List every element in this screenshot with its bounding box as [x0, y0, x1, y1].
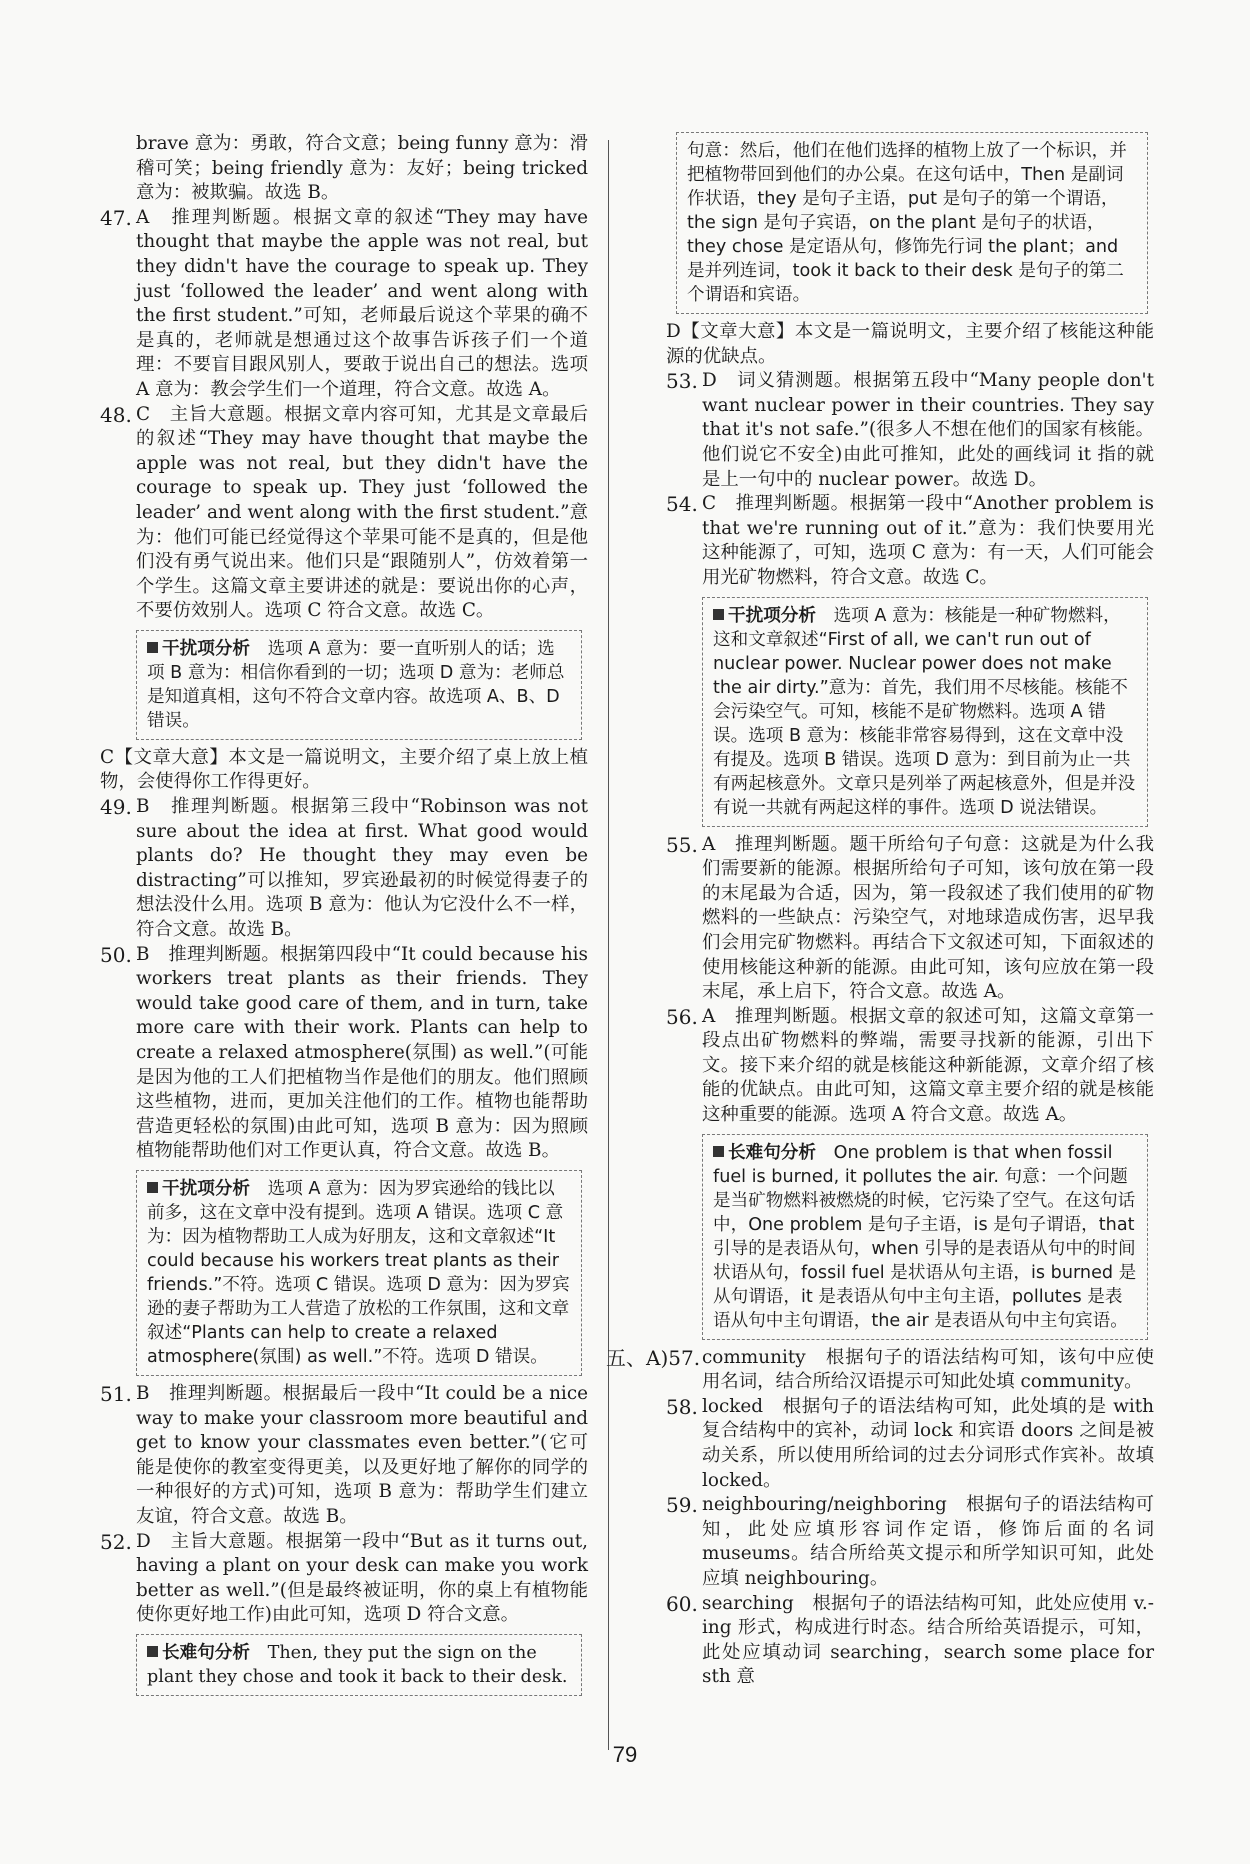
answer-number: 56.	[666, 1004, 698, 1029]
answer-text: locked 根据句子的语法结构可知，此处填的是 with 复合结构中的宾补，动词 lock 和宾语 doors 之间是被动关系，所以使用所给词的过去分词形式作宾补。故填 locked。	[702, 1395, 1154, 1491]
answer-text: A 推理判断题。题干所给句子句意：这就是为什么我们需要新的能源。根据所给句子可知，该句放在第一段的末尾最为合适，因为，第一段叙述了我们使用的矿物燃料的一些缺点：污染空气，对地球造成伤害，迟早我们会用完矿物燃料。再结合下文叙述可知，下面叙述的使用核能这种新的能源。由此可知，该句应放在第一段末尾，承上启下，符合文意。故选 A。	[702, 833, 1154, 1003]
answer-number: 58.	[666, 1394, 698, 1419]
box-tag: 干扰项分析	[728, 605, 816, 626]
answer-text: D 主旨大意题。根据第一段中“But as it turns out, having a plant on your desk can make you work better as well.”(但是最终被证明，你的桌上有植物能使你更好地工作)由此可知，选项 D 符合文意。	[136, 1530, 588, 1626]
square-icon	[713, 1146, 724, 1157]
answer-number: 49.	[100, 795, 132, 820]
answer-number: 51.	[100, 1381, 132, 1406]
answer-52	[100, 1530, 588, 1628]
box-text: One problem is that when fossil fuel is burned, it pollutes the air. 句意：一个问题是当矿物燃料被燃烧的时候，它污染了空气。在这句话中，One problem 是句子主语，is 是句子谓语，that 引导的是表语从句，when 引导的是表语从句中的时间状语从句，fossil fuel 是状语从句主语，is burned 是从句谓语，it 是表语从句中主句主语，pollutes 是表语从句中主句谓语，the air 是表语从句中主句宾语。	[713, 1142, 1137, 1331]
square-icon	[147, 642, 158, 653]
answer-text: B 推理判断题。根据第四段中“It could because his workers treat plants as their friends. They would take good care of them, and in turn, take more care with their work. Plants can help to create a relaxed atmosphere(氛围) as well.”(可能是因为他的工人们把植物当作是他们的朋友。他们照顾这些植物，进而，更加关注他们的工作。植物也能帮助营造更轻松的氛围)由此可知，选项 B 意为：因为照顾植物能帮助他们对工作更认真，符合文意。故选 B。	[136, 943, 588, 1162]
square-icon	[147, 1646, 158, 1657]
answer-59	[666, 1493, 1154, 1591]
analysis-box	[136, 1170, 582, 1376]
answer-text: community 根据句子的语法结构可知，该句中应使用名词，结合所给汉语提示可知此处填 community。	[702, 1346, 1154, 1393]
answer-text: D 词义猜测题。根据第五段中“Many people don't want nuclear power in their countries. They say that it's not safe.”(很多人不想在他们的国家有核能。他们说它不安全)由此可推知，此处的画线词 it 指的就是上一句中的 nuclear power。故选 D。	[702, 370, 1154, 490]
square-icon	[147, 1182, 158, 1193]
box-tag: 干扰项分析	[162, 1178, 250, 1199]
answer-text: B 推理判断题。根据最后一段中“It could be a nice way to make your classroom more beautiful and get to know your classmates even better.”(它可能是使你的教室变得更美，以及更好地了解你的同学的一种很好的方式)可知，选项 B 意为：帮助学生们建立友谊，符合文意。故选 B。	[136, 1382, 588, 1527]
answer-49	[100, 795, 588, 943]
sentence-meaning-box	[676, 132, 1148, 314]
analysis-box	[136, 630, 582, 740]
answer-number: 53.	[666, 369, 698, 394]
answer-number: 54.	[666, 492, 698, 517]
box-tag: 长难句分析	[728, 1142, 816, 1163]
answer-number: 57.	[668, 1345, 701, 1370]
answer-54	[666, 492, 1154, 590]
right-column	[606, 132, 1154, 1690]
answer-53	[666, 369, 1154, 492]
box-text: 句意：然后，他们在他们选择的植物上放了一个标识，并把植物带回到他们的办公桌。在这句话中，Then 是副词作状语，they 是句子主语，put 是句子的第一个谓语，the sign 是句子宾语，on the plant 是句子的状语，they chose 是定语从句，修饰先行词 the plant；and 是并列连词，took it back to their desk 是句子的第二个谓语和宾语。	[687, 141, 1127, 305]
answer-number: 52.	[100, 1529, 132, 1554]
answer-text: C 主旨大意题。根据文章内容可知，尤其是文章最后的叙述“They may have thought that maybe the apple was not real, but they didn't have the courage to speak up. They just ‘followed the leader’ and went along with the first student.”意为：他们可能已经觉得这个苹果可能不是真的，但是他们没有勇气说出来。他们只是“跟随别人”，仿效着第一个学生。这篇文章主要讲述的就是：要说出你的心声，不要仿效别人。选项 C 符合文意。故选 C。	[136, 403, 588, 622]
answer-number: 59.	[666, 1493, 698, 1518]
answer-50	[100, 943, 588, 1164]
intro-text: brave 意为：勇敢，符合文意；being funny 意为：滑稽可笑；being friendly 意为：友好；being tricked 意为：被欺骗。故选 B。	[136, 133, 588, 204]
answer-number: 50.	[100, 942, 132, 967]
answer-number: 47.	[100, 205, 132, 230]
left-column	[100, 132, 588, 1702]
answer-48	[100, 403, 588, 624]
answer-57	[606, 1345, 1154, 1395]
column-divider	[608, 140, 609, 1750]
answer-51	[100, 1382, 588, 1530]
box-tag: 长难句分析	[162, 1642, 250, 1663]
long-sentence-box	[136, 1634, 582, 1696]
page-number: 79	[612, 1742, 638, 1767]
answer-text: neighbouring/neighboring 根据句子的语法结构可知，此处应填形容词作定语，修饰后面的名词 museums。结合所给英文提示和所学知识可知，此处应填 neighbouring。	[702, 1494, 1154, 1589]
answer-number: 55.	[666, 832, 698, 857]
box-text: 选项 A 意为：要一直听别人的话；选项 B 意为：相信你看到的一切；选项 D 意为：老师总是知道真相，这句不符合文章内容。故选项 A、B、D 错误。	[147, 638, 565, 731]
answer-60	[666, 1592, 1154, 1690]
analysis-box	[702, 597, 1148, 827]
box-tag: 干扰项分析	[162, 638, 250, 659]
section-five-label: 五、A)	[606, 1345, 669, 1370]
answer-text: A 推理判断题。根据文章的叙述“They may have thought that maybe the apple was not real, but they didn't have the courage to speak up. They just ‘followed the leader’ and went along with the first student.”可知，老师最后说这个苹果的确不是真的，老师就是想通过这个故事告诉孩子们一个道理：不要盲目跟风别人，要敢于说出自己的想法。选项 A 意为：教会学生们一个道理，符合文意。故选 A。	[136, 206, 588, 400]
answer-56	[666, 1005, 1154, 1128]
answer-number: 60.	[666, 1591, 698, 1616]
passage-summary: D【文章大意】本文是一篇说明文，主要介绍了核能这种能源的优缺点。	[666, 321, 1154, 367]
section-label	[606, 1346, 700, 1371]
answer-text: A 推理判断题。根据文章的叙述可知，这篇文章第一段点出矿物燃料的弊端，需要寻找新的能源，引出下文。接下来介绍的就是核能这种新能源，文章介绍了核能的优缺点。由此可知，这篇文章主要介绍的就是核能这种重要的能源。选项 A 符合文意。故选 A。	[702, 1005, 1154, 1126]
box-text: 选项 A 意为：因为罗宾逊给的钱比以前多，这在文章中没有提到。选项 A 错误。选项 C 意为：因为植物帮助工人成为好朋友，这和文章叙述“It could because his workers treat plants as their friends.”不符。选项 C 错误。选项 D 意为：因为罗宾逊的妻子帮助为工人营造了放松的工作氛围，这和文章叙述“Plants can help to create a relaxed atmosphere(氛围) as well.”不符。选项 D 错误。	[147, 1178, 570, 1367]
answer-number: 48.	[100, 402, 132, 427]
passage-summary: C【文章大意】本文是一篇说明文，主要介绍了桌上放上植物，会使得你工作得更好。	[100, 746, 588, 793]
long-sentence-box	[702, 1134, 1148, 1340]
box-text: 选项 A 意为：核能是一种矿物燃料，这和文章叙述“First of all, we can't run out of nuclear power. Nuclear power does not make the air dirty.”意为：首先，我们用不尽核能。核能不会污染空气。可知，核能不是矿物燃料。选项 A 错误。选项 B 意为：核能非常容易得到，这在文章中没有提及。选项 B 错误。选项 D 意为：到目前为止一共有两起核意外。文章只是列举了两起核意外，但是并没有说一共就有两起这样的事件。选项 D 说法错误。	[713, 605, 1136, 818]
answer-47	[100, 206, 588, 403]
box-text: Then, they put the sign on the plant they chose and took it back to their desk.	[147, 1642, 568, 1687]
answer-58	[666, 1395, 1154, 1493]
answer-text: C 推理判断题。根据第一段中“Another problem is that we're running out of it.”意为：我们快要用光这种能源了，可知，选项 C 意为：有一天，人们可能会用光矿物燃料，符合文意。故选 C。	[702, 493, 1154, 588]
square-icon	[713, 609, 724, 620]
answer-text: B 推理判断题。根据第三段中“Robinson was not sure about the idea at first. What good would plants do? He thought they may even be distracting”可以推知，罗宾逊最初的时候觉得妻子的想法没什么用。选项 B 意为：他认为它没什么不一样，符合文意。故选 B。	[136, 796, 588, 941]
answer-55	[666, 833, 1154, 1005]
answer-text: searching 根据句子的语法结构可知，此处应使用 v.-ing 形式，构成进行时态。结合所给英语提示，可知，此处应填动词 searching，search some place for sth 意	[702, 1592, 1154, 1688]
